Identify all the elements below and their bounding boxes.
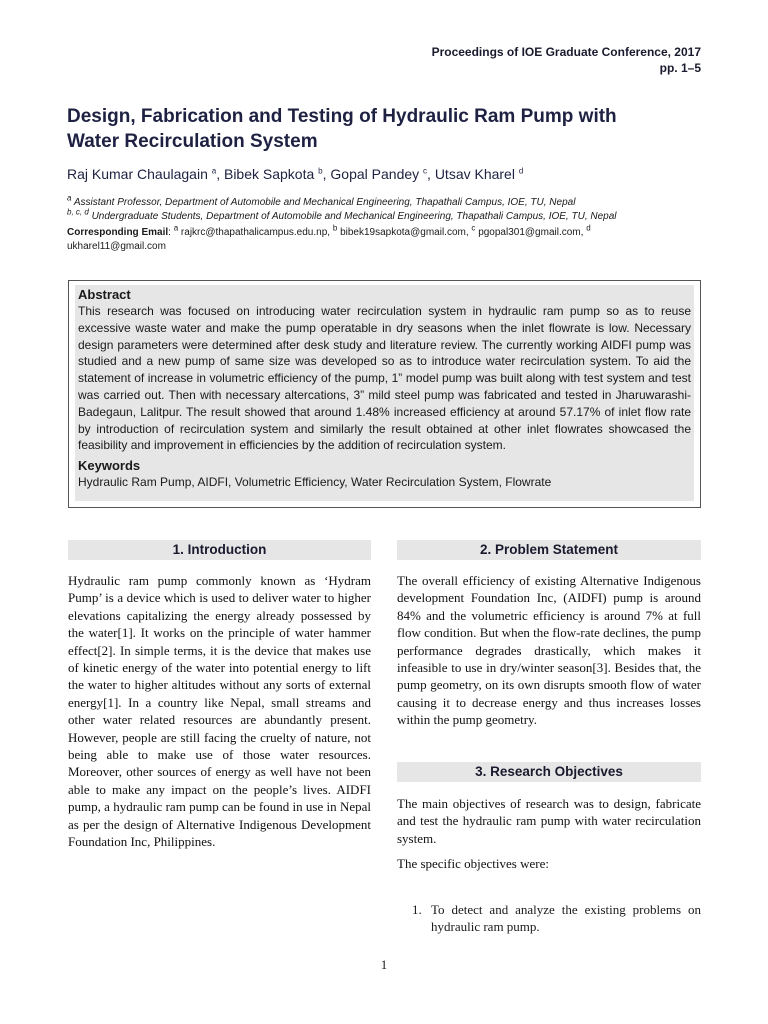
affiliation-mark: a bbox=[67, 193, 72, 203]
email-mark: d bbox=[586, 223, 591, 233]
email-address[interactable]: ukharel11@gmail.com bbox=[67, 241, 166, 252]
author-mark: a bbox=[211, 166, 217, 176]
author-mark: b bbox=[318, 166, 323, 176]
conference-header bbox=[432, 44, 701, 76]
objectives-list bbox=[412, 901, 701, 936]
abstract-box bbox=[68, 280, 701, 508]
abstract-text: This research was focused on introducing water recirculation system in hydraulic ram pump so as to reuse excessive waste water and make the pump operatable in dry seasons when the inlet flowrate is low. Necessary design parameters were determined after desk study and literature review. The currently working AIDFI pump was studied and a new pump of same size was developed so as to introduce water recirculation system. To aid the statement of increase in volumetric efficiency of the pump, 1” model pump was built along with test system and test was carried out. Then with necessary altercations, 3” mild steel pump was fabricated and tested in Jharuwarashi-Badegaun, Lalitpur. The result showed that around 1.48% increased efficiency at around 57.17% of inlet flow rate by introduction of recirculation system and similarly the result obtained at other inlet flowrates showcased the feasibility and improvement in efficiencies by the addition of recirculation system. bbox=[78, 304, 691, 453]
list-item-text: To detect and analyze the existing problems on hydraulic ram pump. bbox=[431, 902, 701, 935]
problem-statement-text: The overall efficiency of existing Alternative Indigenous development Foundation Inc, (AIDFI) pump is around 84% and the volumetric efficiency is around 7% at full flow condition. But when the flow-rate declines, the pump performance degrades drastically, which makes it infeasible to use in dry/winter season[3]. Besides that, the pump geometry, on its own disrupts smooth flow of water causing it to decrease energy and thus increases losses within the pump geometry. bbox=[397, 573, 701, 728]
title-line-1: Design, Fabrication and Testing of Hydraulic Ram Pump with bbox=[67, 106, 617, 127]
page-range: pp. 1–5 bbox=[659, 61, 701, 75]
email-address[interactable]: rajkrc@thapathalicampus.edu.np bbox=[180, 227, 328, 238]
corresponding-label: Corresponding Email bbox=[67, 227, 169, 238]
list-item-number: 1. bbox=[412, 902, 422, 917]
corresponding-email: Corresponding Email: $^a$ rajkrc@thapathalicampus.edu.np, $^b$ bibek19sapkota@gmail.com, $^c$ pgopal301@gmail.com, $^d$ ukharel11@gmail.com bbox=[67, 223, 591, 252]
affiliation-text: Undergraduate Students, Department of Automobile and Mechanical Engineering, Thapathali Campus, IOE, TU, Nepal bbox=[91, 211, 617, 222]
email-address[interactable]: pgopal301@gmail.com bbox=[478, 227, 581, 238]
affiliation bbox=[67, 207, 617, 223]
author-name: Raj Kumar Chaulagain bbox=[67, 166, 208, 182]
paper-title bbox=[67, 104, 707, 154]
email-mark: c bbox=[471, 223, 476, 233]
section-heading-research-objectives: 3. Research Objectives bbox=[397, 762, 701, 782]
specific-objectives-intro: The specific objectives were: bbox=[397, 856, 549, 871]
author-name: Gopal Pandey bbox=[330, 166, 420, 182]
affiliation-text: Assistant Professor, Department of Automobile and Mechanical Engineering, Thapathali Campus, IOE, TU, Nepal bbox=[73, 197, 576, 208]
abstract-heading: Abstract bbox=[78, 287, 131, 302]
author-name: Utsav Kharel bbox=[434, 166, 515, 182]
section-heading-problem-statement: 2. Problem Statement bbox=[397, 540, 701, 560]
introduction-text: Hydraulic ram pump commonly known as ‘Hydram Pump’ is a device which is used to deliver water to higher elevations capitalizing the energy already possessed by the water[1]. It works on the principle of water hammer effect[2]. In simple terms, it is the device that makes use of kinetic energy of the water into potential energy to lift the water to higher altitudes without any sorts of external energy[1]. In a country like Nepal, small streams and other water related resources are abundantly present. However, people are still facing the cruelty of nature, not being able to make use of those water resources. Moreover, other sources of energy as well have not been able to make any impact on the people’s lives. AIDFI pump, a hydraulic ram pump can be found in use in Nepal as per the design of Alternative Indigenous Development Foundation Inc, Philippines. bbox=[68, 573, 371, 850]
email-mark: a bbox=[173, 223, 179, 233]
author-mark: c bbox=[423, 166, 428, 176]
author-mark: d bbox=[518, 166, 524, 176]
email-address[interactable]: bibek19sapkota@gmail.com bbox=[340, 227, 466, 238]
affiliation bbox=[67, 193, 576, 209]
conference-name: Proceedings of IOE Graduate Conference, 2017 bbox=[431, 45, 701, 59]
objectives-text: The main objectives of research was to design, fabricate and test the hydraulic ram pump with water recirculation system. bbox=[397, 796, 701, 846]
keywords-text: Hydraulic Ram Pump, AIDFI, Volumetric Efficiency, Water Recirculation System, Flowrate bbox=[78, 475, 552, 490]
abstract-panel bbox=[75, 285, 694, 501]
affiliation-mark: b, c, d bbox=[67, 207, 89, 217]
email-mark: b bbox=[332, 223, 338, 233]
author-list: Raj Kumar Chaulagain $^a$, Bibek Sapkota $^b$, Gopal Pandey $^c$, Utsav Kharel $^d$ bbox=[67, 166, 524, 182]
page-number: 1 bbox=[380, 957, 388, 972]
title-line-2: Water Recirculation System bbox=[67, 131, 318, 152]
keywords-heading: Keywords bbox=[78, 458, 141, 474]
author-name: Bibek Sapkota bbox=[223, 166, 315, 182]
list-item bbox=[412, 901, 701, 936]
section-heading-introduction: 1. Introduction bbox=[68, 540, 371, 560]
